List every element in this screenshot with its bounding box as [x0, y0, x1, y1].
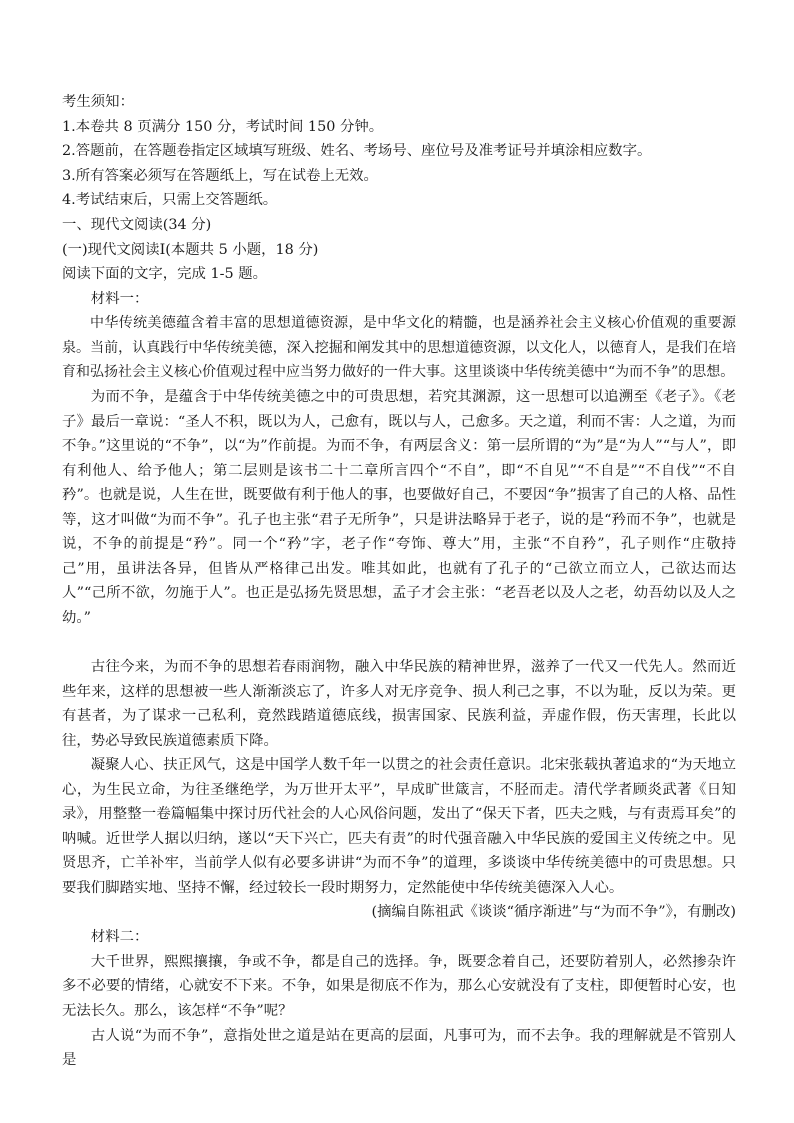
exam-page: [62, 90, 736, 1073]
material1-paragraph: 为而不争，是蕴含于中华传统美德之中的可贵思想，若究其渊源，这一思想可以追溯至《老子》。《老子》最后一章说：“圣人不积，既以为人，己愈有，既以与人，己愈多。天之道，利而不害：人之道，为而不争。”这里说的“不争”，以“为”作前提。为而不争，有两层含义：第一层所谓的“为”是“为人”“与人”，即有利他人、给予他人；第二层则是该书二十二章所言四个“不自”，即“不自见”“不自是”“不自伐”“不自矜”。也就是说，人生在世，既要做有利于他人的事，也要做好自己，不要因“争”损害了自己的人格、品性等，这才叫做“为而不争”。孔子也主张“君子无所争”，只是讲法略异于老子，说的是“矜而不争”，也就是说，不争的前提是“矜”。同一个“矜”字，老子作“夸饰、尊大”用，主张“不自矜”，孔子则作“庄敬持己”用，虽讲法各异，但皆从严格律己出发。唯其如此，也就有了孔子的“己欲立而立人，己欲达而达人”“己所不欲，勿施于人”。也正是弘扬先贤思想，孟子才会主张：“老吾老以及人之老，幼吾幼以及人之幼。”: [62, 389, 736, 626]
material2-paragraph: 古人说“为而不争”，意指处世之道是站在更高的层面，凡事可为，而不去争。我的理解就是不管别人是: [62, 1027, 736, 1069]
material2-paragraph: 大千世界，熙熙攘攘，争或不争，都是自己的选择。争，既要念着自己，还要防着别人，必然掺杂许多不必要的情绪，心就安不下来。不争，如果是彻底不作为，那么心安就没有了支柱，即便暂时心安，也无法长久。那么，该怎样“不争”呢？: [62, 953, 736, 1019]
section-instruction: 阅读下面的文字，完成 1-5 题。: [62, 266, 268, 283]
material1-paragraph: 古往今来，为而不争的思想若春雨润物，融入中华民族的精神世界，滋养了一代又一代先人。然而近些年来，这样的思想被一些人渐渐淡忘了，许多人对无序竞争、损人利己之事，不以为耻，反以为荣。更有甚者，为了谋求一己私利，竟然践踏道德底线，损害国家、民族利益，弄虚作假，伤天害理，长此以往，势必导致民族道德素质下降。: [62, 659, 736, 749]
material1-label: 材料一：: [90, 290, 149, 307]
material1-paragraph: 中华传统美德蕴含着丰富的思想道德资源，是中华文化的精髓，也是涵养社会主义核心价值观的重要源泉。当前，认真践行中华传统美德，深入挖掘和阐发其中的思想道德资源，以文化人，以德育人，是我们在培育和弘扬社会主义核心价值观过程中应当努力做好的一件大事。这里谈谈中华传统美德中“为而不争”的思想。: [62, 315, 736, 381]
material1-source: (摘编自陈祖武《谈谈“循序渐进”与“为而不争”》，有删改): [371, 904, 736, 921]
notice-item-1: 1.本卷共 8 页满分 150 分，考试时间 150 分钟。: [62, 118, 384, 135]
section-title: 一、现代文阅读(34 分): [62, 216, 212, 233]
notice-item-2: 2.答题前，在答题卷指定区域填写班级、姓名、考场号、座位号及准考证号并填涂相应数字。: [62, 143, 652, 160]
section-subtitle: (一)现代文阅读Ⅰ(本题共 5 小题，18 分): [62, 241, 319, 258]
notice-item-3: 3.所有答案必须写在答题纸上，写在试卷上无效。: [62, 167, 378, 184]
notice-heading: 考生须知：: [62, 94, 134, 110]
material2-label: 材料二：: [90, 928, 149, 945]
notice-item-4: 4.考试结束后，只需上交答题纸。: [62, 192, 278, 209]
material1-paragraph: 凝聚人心、扶正风气，这是中国学人数千年一以贯之的社会责任意识。北宋张载执著追求的“为天地立心，为生民立命，为往圣继绝学，为万世开太平”，早成旷世箴言，不胫而走。清代学者顾炎武著《日知录》，用整整一卷篇幅集中探讨历代社会的人心风俗问题，发出了“保天下者，匹夫之贱，与有责焉耳矣”的呐喊。近世学人据以归纳，遂以“天下兴亡，匹夫有责”的时代强音融入中华民族的爱国主义传统之中。见贤思齐，亡羊补牢，当前学人似有必要多讲讲“为而不争”的道理，多谈谈中华传统美德中的可贵思想。只要我们脚踏实地、坚持不懈，经过较长一段时期努力，定然能使中华传统美德深入人心。: [62, 757, 736, 896]
